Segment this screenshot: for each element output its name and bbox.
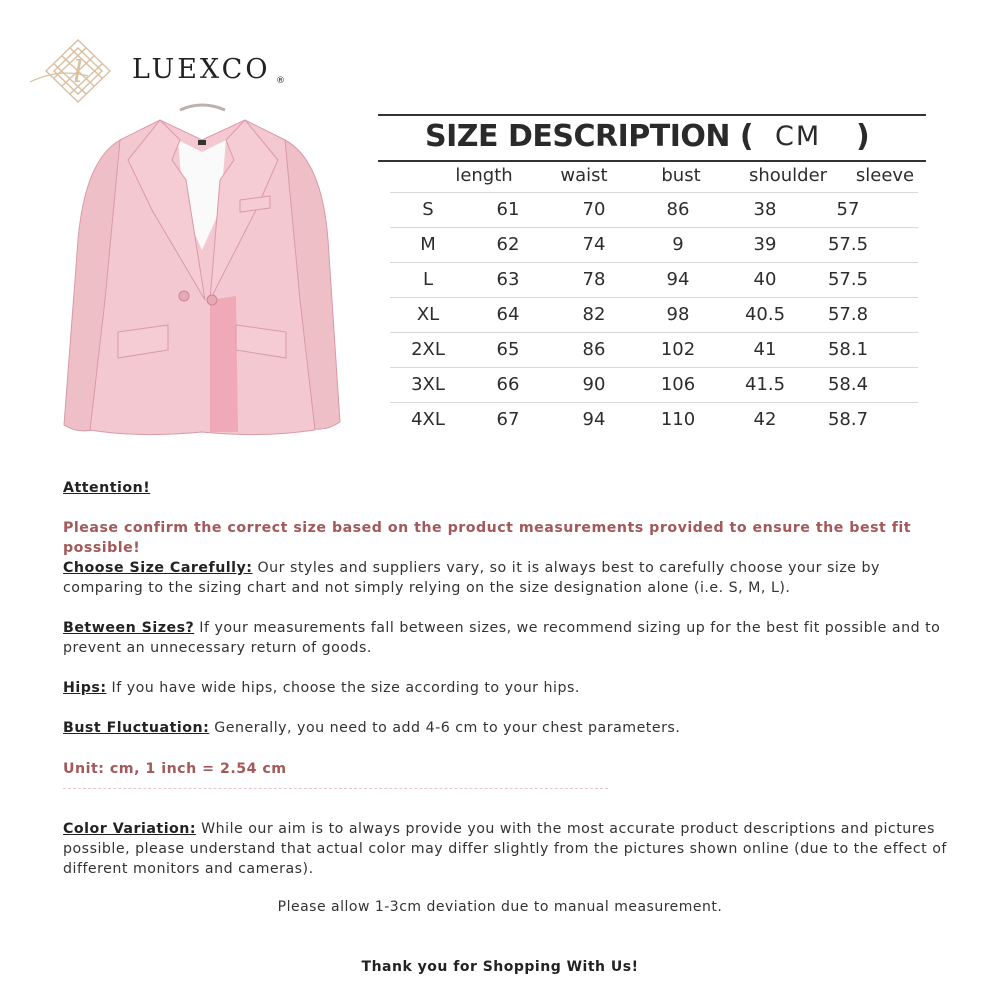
column-header-bust: bust [661,165,701,186]
column-header-waist: waist [560,165,608,186]
size-value-shoulder: 42 [753,409,777,430]
size-value-waist: 94 [582,409,606,430]
color-variation-text: While our aim is to always provide you with the most accurate product descriptions and pictures possible, please understand that actual color may differ slightly from the pictures shown online (due to the effect of different monitors and cameras). [63,821,947,877]
size-value-length: 61 [496,199,520,220]
size-value-length: 65 [496,339,520,360]
deviation-note: Please allow 1-3cm deviation due to manual measurement. [277,899,723,915]
size-value-bust: 98 [666,304,690,325]
size-value-bust: 94 [666,269,690,290]
size-label: L [422,269,434,290]
size-value-shoulder: 40 [753,269,777,290]
brand-registered-mark: ® [276,76,285,86]
bust-fluctuation-label: Bust Fluctuation: [63,720,210,736]
size-value-length: 63 [496,269,520,290]
size-value-bust: 106 [660,374,696,395]
size-value-shoulder: 38 [753,199,777,220]
brand-logo [28,38,298,108]
size-value-shoulder: 41 [753,339,777,360]
brand-name: LUEXCO [132,54,271,85]
size-value-length: 64 [496,304,520,325]
size-title-text: SIZE DESCRIPTION ( [425,119,754,154]
size-value-shoulder: 41.5 [744,374,786,395]
confirm-size-note: Please confirm the correct size based on the product measurements provided to ensure the best fit possible! [63,520,912,556]
unit-note: Unit: cm, 1 inch = 2.54 cm [63,761,287,777]
size-row [390,262,918,297]
choose-size-label: Choose Size Carefully: [63,560,253,576]
diamond-lattice-logo-icon [28,38,128,104]
between-sizes-label: Between Sizes? [63,620,195,636]
size-value-waist: 90 [582,374,606,395]
size-row [390,227,918,262]
size-chart-body [378,192,926,437]
size-label: M [420,234,436,255]
size-value-length: 66 [496,374,520,395]
size-value-sleeve: 58.4 [827,374,869,395]
attention-heading [63,478,963,498]
size-value-bust: 110 [660,409,696,430]
column-header-length: length [455,165,513,186]
size-row [390,402,918,437]
hips-label: Hips: [63,680,107,696]
size-row [390,297,918,332]
size-label: S [422,199,434,220]
between-sizes-text: If your measurements fall between sizes, we recommend sizing up for the best fit possible and to prevent an unnecessary return of goods. [63,620,941,656]
pink-blazer-image [60,100,345,445]
size-value-waist: 70 [582,199,606,220]
size-chart-header [378,162,926,192]
choose-size-text: Our styles and suppliers vary, so it is always best to carefully choose your size by comparing to the sizing chart and not simply relying on the size designation alone (i.e. S, M, L). [63,560,880,596]
between-sizes-paragraph [63,618,963,658]
size-title-close: ) [856,119,870,154]
bust-fluctuation-text: Generally, you need to add 4-6 cm to your chest parameters. [209,720,681,736]
size-value-sleeve: 57 [836,199,860,220]
bust-fluctuation-paragraph [63,718,963,738]
size-value-waist: 74 [582,234,606,255]
size-label: 2XL [411,339,445,360]
hips-paragraph [63,678,963,698]
thank-you-note: Thank you for Shopping With Us! [361,959,639,975]
size-chart-title [378,114,926,162]
size-value-length: 67 [496,409,520,430]
dotted-divider [63,788,608,789]
attention-label: Attention! [63,480,151,496]
size-title-unit: CM [775,121,822,152]
column-header-sleeve: sleeve [855,165,915,186]
size-label: 4XL [411,409,445,430]
size-value-bust: 9 [672,234,684,255]
size-value-shoulder: 39 [753,234,777,255]
size-value-sleeve: 57.8 [827,304,869,325]
size-row [390,192,918,227]
size-value-length: 62 [496,234,520,255]
size-value-bust: 86 [666,199,690,220]
size-value-bust: 102 [660,339,696,360]
size-label: XL [416,304,440,325]
choose-size-paragraph [63,558,963,598]
size-value-sleeve: 58.7 [827,409,869,430]
size-value-waist: 86 [582,339,606,360]
size-value-waist: 78 [582,269,606,290]
logo-letter: l [73,55,83,90]
size-value-shoulder: 40.5 [744,304,786,325]
size-label: 3XL [411,374,445,395]
size-value-sleeve: 57.5 [827,234,869,255]
size-value-sleeve: 58.1 [827,339,869,360]
hips-text: If you have wide hips, choose the size according to your hips. [106,680,580,696]
size-row [390,332,918,367]
size-value-waist: 82 [582,304,606,325]
color-variation-label: Color Variation: [63,821,197,837]
size-row [390,367,918,402]
column-header-shoulder: shoulder [748,165,828,186]
size-chart [378,114,926,437]
size-value-sleeve: 57.5 [827,269,869,290]
color-variation-paragraph [63,819,963,879]
